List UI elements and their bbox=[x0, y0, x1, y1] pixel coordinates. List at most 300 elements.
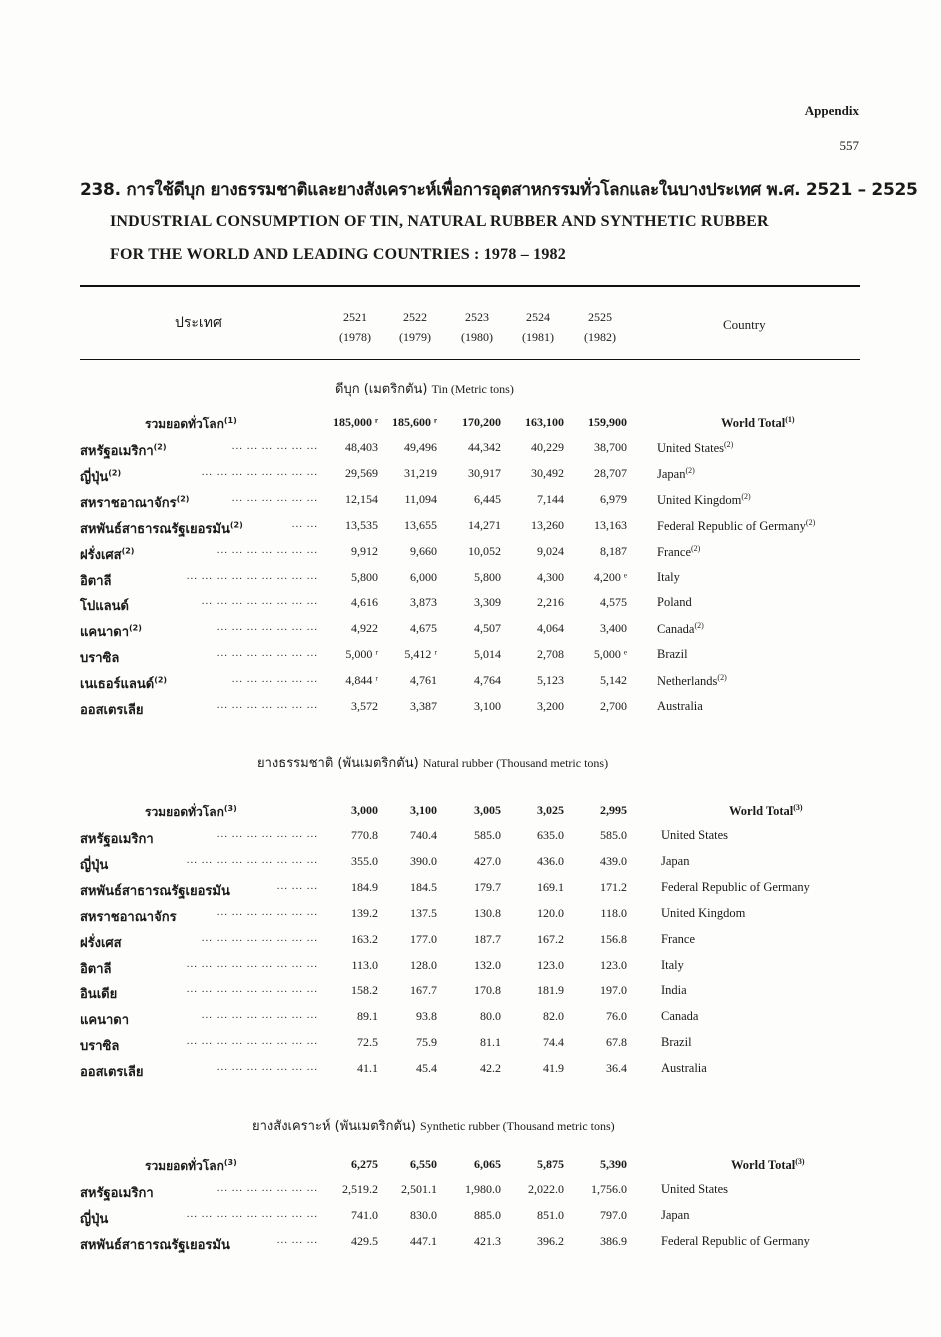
leader-dots: ... ... ... ... ... ... ... ... ... bbox=[186, 854, 318, 866]
country-en-text: World Total bbox=[729, 804, 794, 819]
leader-dots: ... ... ... ... ... ... ... bbox=[216, 1182, 318, 1194]
country-thai-text: สหพันธ์สาธารณรัฐเยอรมัน bbox=[80, 1238, 230, 1253]
leader-dots: ... ... ... ... ... ... ... bbox=[216, 699, 318, 711]
value-2522: 167.7 bbox=[410, 983, 437, 997]
country-en-text: France bbox=[661, 932, 696, 946]
country-en-text: Brazil bbox=[661, 1035, 692, 1049]
country-thai-footnote: (3) bbox=[223, 1158, 237, 1167]
value-2524: 167.2 bbox=[537, 932, 564, 946]
country-thai bbox=[80, 570, 112, 591]
value-2524: 9,024 bbox=[537, 544, 564, 558]
value-2523: 6,445 bbox=[474, 492, 501, 506]
country-thai-text: รวมยอดทั่วโลก bbox=[145, 805, 224, 819]
appendix-label: Appendix bbox=[804, 103, 859, 118]
country-thai-text: อิตาลี bbox=[80, 962, 112, 977]
header-country-thai: ประเทศ bbox=[175, 315, 222, 331]
country-en bbox=[657, 621, 704, 637]
country-en-text: World Total bbox=[721, 416, 786, 431]
value-2522: 4,675 bbox=[410, 621, 437, 635]
table-row bbox=[0, 673, 941, 695]
leader-dots: ... ... ... ... ... ... bbox=[231, 673, 318, 685]
value-2525: 585.0 bbox=[600, 828, 627, 842]
leader-dots: ... ... bbox=[291, 518, 318, 530]
value-2525: 2,700 bbox=[600, 699, 627, 713]
value-2522: 45.4 bbox=[416, 1061, 437, 1075]
value-2521: 9,912 bbox=[351, 544, 378, 558]
value-2524: 851.0 bbox=[537, 1208, 564, 1222]
country-en-footnote: (2) bbox=[741, 492, 751, 501]
country-en-text: Netherlands bbox=[657, 674, 718, 689]
value-2525: 159,900 bbox=[588, 415, 627, 429]
value-2523: 3,100 bbox=[474, 699, 501, 713]
value-2521: 5,800 bbox=[351, 570, 378, 584]
value-2523: 44,342 bbox=[468, 440, 501, 454]
value-2525: 13,163 bbox=[594, 518, 627, 532]
table-row bbox=[0, 880, 941, 902]
section-title-thai: ยางสังเคราะห์ (พันเมตริกตัน) bbox=[252, 1119, 421, 1134]
table-row bbox=[0, 1009, 941, 1031]
country-thai-text: สหรัฐอเมริกา bbox=[80, 444, 154, 459]
value-2521: 355.0 bbox=[351, 854, 378, 868]
country-en bbox=[661, 854, 689, 869]
world-total-row bbox=[0, 1157, 941, 1179]
leader-dots: ... ... ... ... ... ... ... ... ... bbox=[186, 570, 318, 582]
leader-dots: ... ... ... ... ... ... ... bbox=[216, 544, 318, 556]
value-2522: 6,550 bbox=[410, 1157, 437, 1171]
value-2525: 76.0 bbox=[606, 1009, 627, 1023]
header-year-4: 2524 (1981) bbox=[522, 310, 554, 344]
country-en bbox=[661, 1234, 810, 1249]
country-thai bbox=[80, 854, 108, 875]
header-year-5: 2525 (1982) bbox=[584, 310, 616, 344]
value-2524: 181.9 bbox=[537, 983, 564, 997]
leader-dots: ... ... ... ... ... ... ... bbox=[216, 647, 318, 659]
value-2522: 6,000 bbox=[410, 570, 437, 584]
value-2525: 5,000 ᵉ bbox=[593, 647, 627, 661]
value-2525: 4,575 bbox=[600, 595, 627, 609]
country-thai bbox=[80, 1061, 143, 1082]
leader-dots: ... ... ... bbox=[276, 880, 318, 892]
country-en bbox=[657, 595, 692, 610]
country-thai bbox=[80, 1035, 119, 1056]
value-2525: 156.8 bbox=[600, 932, 627, 946]
value-2521: 184.9 bbox=[351, 880, 378, 894]
country-en bbox=[657, 647, 688, 662]
country-en bbox=[657, 570, 680, 585]
country-en bbox=[661, 906, 745, 921]
value-2523: 5,800 bbox=[474, 570, 501, 584]
country-en-footnote: (2) bbox=[717, 673, 727, 682]
country-en-text: Italy bbox=[661, 958, 684, 972]
country-en-text: Federal Republic of Germany bbox=[661, 880, 810, 894]
value-2524: 40,229 bbox=[531, 440, 564, 454]
country-thai-text: สหราชอาณาจักร bbox=[80, 910, 177, 925]
value-2523: 427.0 bbox=[474, 854, 501, 868]
value-2524: 436.0 bbox=[537, 854, 564, 868]
country-thai bbox=[80, 932, 122, 953]
table-row bbox=[0, 518, 941, 540]
country-en-footnote: (1) bbox=[785, 415, 795, 424]
country-en bbox=[661, 1035, 692, 1050]
country-en-text: United Kingdom bbox=[661, 906, 746, 920]
value-2524: 169.1 bbox=[537, 880, 564, 894]
value-2525: 5,390 bbox=[600, 1157, 627, 1171]
section-title-en: Tin (Metric tons) bbox=[431, 382, 514, 396]
value-2525: 118.0 bbox=[600, 906, 627, 920]
country-en-text: World Total bbox=[731, 1158, 796, 1173]
value-2522: 2,501.1 bbox=[401, 1182, 437, 1196]
section-title-en: Natural rubber (Thousand metric tons) bbox=[422, 756, 609, 770]
value-2522: 137.5 bbox=[410, 906, 437, 920]
value-2521: 113.0 bbox=[351, 958, 378, 972]
country-en-text: Canada bbox=[661, 1009, 699, 1023]
country-en-text: Australia bbox=[657, 699, 703, 713]
value-2523: 585.0 bbox=[474, 828, 501, 842]
table-row bbox=[0, 906, 941, 928]
country-thai-footnote: (2) bbox=[108, 468, 122, 478]
value-2522: 184.5 bbox=[410, 880, 437, 894]
value-2521: 72.5 bbox=[357, 1035, 378, 1049]
country-en bbox=[657, 440, 733, 456]
country-thai-text: เนเธอร์แลนด์ bbox=[80, 677, 155, 692]
value-2524: 74.4 bbox=[543, 1035, 564, 1049]
value-2524: 82.0 bbox=[543, 1009, 564, 1023]
country-en bbox=[661, 828, 728, 843]
value-2525: 439.0 bbox=[600, 854, 627, 868]
value-2524: 2,022.0 bbox=[528, 1182, 564, 1196]
value-2522: 9,660 bbox=[410, 544, 437, 558]
leader-dots: ... ... ... ... ... ... ... ... ... bbox=[186, 1035, 318, 1047]
value-2523: 80.0 bbox=[480, 1009, 501, 1023]
table-row bbox=[0, 647, 941, 669]
value-2524: 5,875 bbox=[537, 1157, 564, 1171]
value-2522: 830.0 bbox=[410, 1208, 437, 1222]
country-thai-footnote: (2) bbox=[229, 520, 243, 530]
country-en bbox=[657, 518, 815, 534]
value-2521: 4,844 ʳ bbox=[345, 673, 378, 687]
country-en-footnote: (2) bbox=[685, 466, 695, 475]
country-en-text: United States bbox=[661, 828, 729, 842]
country-thai bbox=[80, 595, 129, 616]
value-2521: 770.8 bbox=[351, 828, 378, 842]
country-en-text: Japan bbox=[657, 467, 686, 482]
country-en bbox=[661, 880, 810, 895]
country-en bbox=[657, 673, 727, 689]
value-2521: 3,000 bbox=[351, 803, 378, 817]
value-2523: 170.8 bbox=[474, 983, 501, 997]
value-2524: 123.0 bbox=[537, 958, 564, 972]
table-row bbox=[0, 983, 941, 1005]
value-2525: 797.0 bbox=[600, 1208, 627, 1222]
country-thai bbox=[80, 699, 143, 720]
section-title bbox=[252, 1115, 615, 1136]
value-2522: 3,873 bbox=[410, 595, 437, 609]
value-2523: 81.1 bbox=[480, 1035, 501, 1049]
table-row bbox=[0, 570, 941, 592]
country-en-footnote: (2) bbox=[724, 440, 734, 449]
value-2523: 42.2 bbox=[480, 1061, 501, 1075]
value-2522: 11,094 bbox=[404, 492, 437, 506]
value-2524: 41.9 bbox=[543, 1061, 564, 1075]
top-rule bbox=[80, 285, 860, 287]
country-en-text: Poland bbox=[657, 595, 692, 609]
value-2524: 4,300 bbox=[537, 570, 564, 584]
country-thai-text: ญี่ปุ่น bbox=[80, 1212, 109, 1227]
value-2521: 48,403 bbox=[345, 440, 378, 454]
value-2524: 3,200 bbox=[537, 699, 564, 713]
country-thai-text: รวมยอดทั่วโลก bbox=[145, 1159, 224, 1173]
leader-dots: ... ... ... ... ... ... ... bbox=[216, 906, 318, 918]
value-2522: 177.0 bbox=[410, 932, 437, 946]
value-2521: 13,535 bbox=[345, 518, 378, 532]
table-row bbox=[0, 440, 941, 462]
country-en bbox=[661, 958, 684, 973]
country-thai-text: สหพันธ์สาธารณรัฐเยอรมัน bbox=[80, 884, 230, 899]
value-2524: 3,025 bbox=[537, 803, 564, 817]
value-2522: 49,496 bbox=[404, 440, 437, 454]
table-row bbox=[0, 932, 941, 954]
value-2522: 75.9 bbox=[416, 1035, 437, 1049]
table-row bbox=[0, 1234, 941, 1256]
leader-dots: ... ... ... ... ... ... ... ... ... bbox=[186, 958, 318, 970]
value-2525: 4,200 ᵉ bbox=[593, 570, 627, 584]
country-en-text: Japan bbox=[661, 1208, 690, 1222]
country-thai-text: สหรัฐอเมริกา bbox=[80, 1186, 154, 1201]
leader-dots: ... ... ... ... ... ... ... ... ... bbox=[186, 1208, 318, 1220]
country-en-footnote: (3) bbox=[795, 1157, 805, 1166]
leader-dots: ... ... ... bbox=[276, 1234, 318, 1246]
country-en bbox=[657, 699, 703, 714]
country-thai bbox=[80, 1234, 230, 1255]
country-thai-footnote: (2) bbox=[153, 442, 167, 452]
section-title-thai: ดีบุก (เมตริกตัน) bbox=[335, 382, 432, 397]
table-row bbox=[0, 466, 941, 488]
country-en-text: United States bbox=[661, 1182, 729, 1196]
country-en bbox=[657, 492, 751, 508]
country-thai-text: บราซิล bbox=[80, 651, 120, 666]
value-2521: 185,000 ʳ bbox=[332, 415, 378, 429]
value-2523: 421.3 bbox=[474, 1234, 501, 1248]
country-en-text: Federal Republic of Germany bbox=[657, 519, 806, 534]
header-country-en: Country bbox=[723, 317, 766, 332]
country-en-footnote: (2) bbox=[805, 518, 816, 527]
header-year-3: 2523 (1980) bbox=[461, 310, 493, 344]
value-2521: 4,922 bbox=[351, 621, 378, 635]
country-en bbox=[661, 1182, 728, 1197]
world-total-row bbox=[0, 415, 941, 437]
country-thai-text: สหราชอาณาจักร bbox=[80, 496, 177, 511]
section-title-en: Synthetic rubber (Thousand metric tons) bbox=[420, 1119, 615, 1133]
country-thai bbox=[80, 958, 112, 979]
country-en bbox=[661, 1208, 689, 1223]
leader-dots: ... ... ... ... ... ... bbox=[231, 440, 318, 452]
country-thai-text: ออสเตรเลีย bbox=[80, 703, 144, 718]
country-thai bbox=[80, 906, 177, 927]
country-thai bbox=[145, 1157, 237, 1176]
value-2523: 4,507 bbox=[474, 621, 501, 635]
value-2523: 3,005 bbox=[474, 803, 501, 817]
leader-dots: ... ... ... ... ... ... ... ... bbox=[201, 466, 318, 478]
country-thai bbox=[80, 647, 119, 668]
country-en bbox=[661, 1061, 707, 1076]
value-2522: 447.1 bbox=[410, 1234, 437, 1248]
value-2521: 158.2 bbox=[351, 983, 378, 997]
country-thai-text: สหรัฐอเมริกา bbox=[80, 832, 154, 847]
value-2525: 38,700 bbox=[594, 440, 627, 454]
country-thai bbox=[80, 466, 121, 487]
country-en-footnote: (2) bbox=[694, 621, 704, 630]
country-thai bbox=[80, 1009, 129, 1030]
country-en bbox=[661, 932, 695, 947]
country-en bbox=[661, 1009, 698, 1024]
table-row bbox=[0, 958, 941, 980]
country-thai bbox=[80, 1182, 154, 1203]
country-thai bbox=[80, 518, 243, 539]
country-thai bbox=[80, 440, 167, 461]
header-year-1: 2521 (1978) bbox=[339, 310, 371, 344]
country-en-text: United Kingdom bbox=[657, 493, 742, 508]
value-2524: 4,064 bbox=[537, 621, 564, 635]
value-2524: 163,100 bbox=[525, 415, 564, 429]
country-en bbox=[729, 803, 803, 819]
value-2523: 170,200 bbox=[462, 415, 501, 429]
value-2523: 1,980.0 bbox=[465, 1182, 501, 1196]
value-2523: 5,014 bbox=[474, 647, 501, 661]
value-2522: 31,219 bbox=[404, 466, 437, 480]
value-2523: 30,917 bbox=[468, 466, 501, 480]
page-number: 557 bbox=[839, 138, 859, 153]
value-2525: 386.9 bbox=[600, 1234, 627, 1248]
value-2524: 2,216 bbox=[537, 595, 564, 609]
leader-dots: ... ... ... ... ... ... ... bbox=[216, 621, 318, 633]
country-thai-text: อินเดีย bbox=[80, 987, 118, 1002]
value-2523: 3,309 bbox=[474, 595, 501, 609]
country-en bbox=[731, 1157, 805, 1173]
country-thai-text: สหพันธ์สาธารณรัฐเยอรมัน bbox=[80, 522, 230, 537]
country-en bbox=[657, 466, 695, 482]
value-2523: 132.0 bbox=[474, 958, 501, 972]
country-thai-text: อิตาลี bbox=[80, 574, 112, 589]
country-en-text: India bbox=[661, 983, 687, 997]
value-2523: 10,052 bbox=[468, 544, 501, 558]
value-2525: 67.8 bbox=[606, 1035, 627, 1049]
country-en-text: Australia bbox=[661, 1061, 707, 1075]
value-2521: 163.2 bbox=[351, 932, 378, 946]
table-row bbox=[0, 1182, 941, 1204]
value-2525: 1,756.0 bbox=[591, 1182, 627, 1196]
country-en-footnote: (2) bbox=[691, 544, 701, 553]
country-en-text: Japan bbox=[661, 854, 690, 868]
country-thai-text: ฝรั่งเศส bbox=[80, 936, 122, 951]
country-thai-footnote: (1) bbox=[223, 416, 237, 425]
value-2523: 6,065 bbox=[474, 1157, 501, 1171]
value-2521: 3,572 bbox=[351, 699, 378, 713]
country-en-text: Italy bbox=[657, 570, 680, 584]
value-2521: 2,519.2 bbox=[342, 1182, 378, 1196]
value-2524: 120.0 bbox=[537, 906, 564, 920]
value-2524: 13,260 bbox=[531, 518, 564, 532]
country-thai-text: โปแลนด์ bbox=[80, 599, 129, 614]
table-row bbox=[0, 1208, 941, 1230]
value-2524: 7,144 bbox=[537, 492, 564, 506]
leader-dots: ... ... ... ... ... ... ... bbox=[216, 828, 318, 840]
country-thai-text: ฝรั่งเศส bbox=[80, 548, 122, 563]
table-row bbox=[0, 854, 941, 876]
country-thai bbox=[80, 983, 117, 1004]
value-2521: 89.1 bbox=[357, 1009, 378, 1023]
country-thai bbox=[80, 828, 154, 849]
country-thai-text: ออสเตรเลีย bbox=[80, 1065, 144, 1080]
value-2522: 128.0 bbox=[410, 958, 437, 972]
value-2524: 5,123 bbox=[537, 673, 564, 687]
country-thai-text: แคนาดา bbox=[80, 1013, 130, 1028]
value-2525: 197.0 bbox=[600, 983, 627, 997]
country-en-text: Federal Republic of Germany bbox=[661, 1234, 810, 1248]
country-thai bbox=[145, 803, 237, 822]
value-2521: 741.0 bbox=[351, 1208, 378, 1222]
value-2521: 29,569 bbox=[345, 466, 378, 480]
value-2524: 396.2 bbox=[537, 1234, 564, 1248]
value-2523: 130.8 bbox=[474, 906, 501, 920]
country-thai-footnote: (2) bbox=[176, 494, 190, 504]
country-thai bbox=[80, 880, 230, 901]
country-en bbox=[661, 983, 687, 998]
value-2522: 740.4 bbox=[410, 828, 437, 842]
value-2525: 5,142 bbox=[600, 673, 627, 687]
table-row bbox=[0, 621, 941, 643]
value-2524: 2,708 bbox=[537, 647, 564, 661]
country-thai-text: รวมยอดทั่วโลก bbox=[145, 417, 224, 431]
table-title-en-line2: FOR THE WORLD AND LEADING COUNTRIES : 1978 – 1982 bbox=[110, 246, 566, 263]
leader-dots: ... ... ... ... ... ... ... ... ... bbox=[186, 983, 318, 995]
leader-dots: ... ... ... ... ... ... ... ... bbox=[201, 1009, 318, 1021]
country-thai-footnote: (3) bbox=[223, 804, 237, 813]
country-thai-footnote: (2) bbox=[154, 675, 168, 685]
country-en bbox=[657, 544, 700, 560]
table-row bbox=[0, 699, 941, 721]
value-2522: 13,655 bbox=[404, 518, 437, 532]
country-thai bbox=[80, 492, 189, 513]
value-2523: 14,271 bbox=[468, 518, 501, 532]
country-en-text: United States bbox=[657, 441, 725, 456]
country-thai bbox=[80, 1208, 108, 1229]
value-2525: 123.0 bbox=[600, 958, 627, 972]
table-row bbox=[0, 1061, 941, 1083]
value-2523: 4,764 bbox=[474, 673, 501, 687]
value-2521: 5,000 ʳ bbox=[345, 647, 378, 661]
value-2522: 390.0 bbox=[410, 854, 437, 868]
world-total-row bbox=[0, 803, 941, 825]
section-title bbox=[257, 752, 608, 773]
table-row bbox=[0, 828, 941, 850]
country-en-text: Brazil bbox=[657, 647, 688, 661]
country-thai bbox=[80, 544, 134, 565]
value-2525: 2,995 bbox=[600, 803, 627, 817]
leader-dots: ... ... ... ... ... ... ... ... bbox=[201, 595, 318, 607]
country-thai bbox=[145, 415, 237, 434]
country-en-footnote: (3) bbox=[793, 803, 803, 812]
country-thai bbox=[80, 673, 167, 694]
table-row bbox=[0, 492, 941, 514]
leader-dots: ... ... ... ... ... ... ... ... bbox=[201, 932, 318, 944]
value-2521: 6,275 bbox=[351, 1157, 378, 1171]
value-2525: 8,187 bbox=[600, 544, 627, 558]
value-2523: 885.0 bbox=[474, 1208, 501, 1222]
value-2525: 28,707 bbox=[594, 466, 627, 480]
section-title bbox=[335, 378, 514, 399]
leader-dots: ... ... ... ... ... ... bbox=[231, 492, 318, 504]
value-2523: 187.7 bbox=[474, 932, 501, 946]
